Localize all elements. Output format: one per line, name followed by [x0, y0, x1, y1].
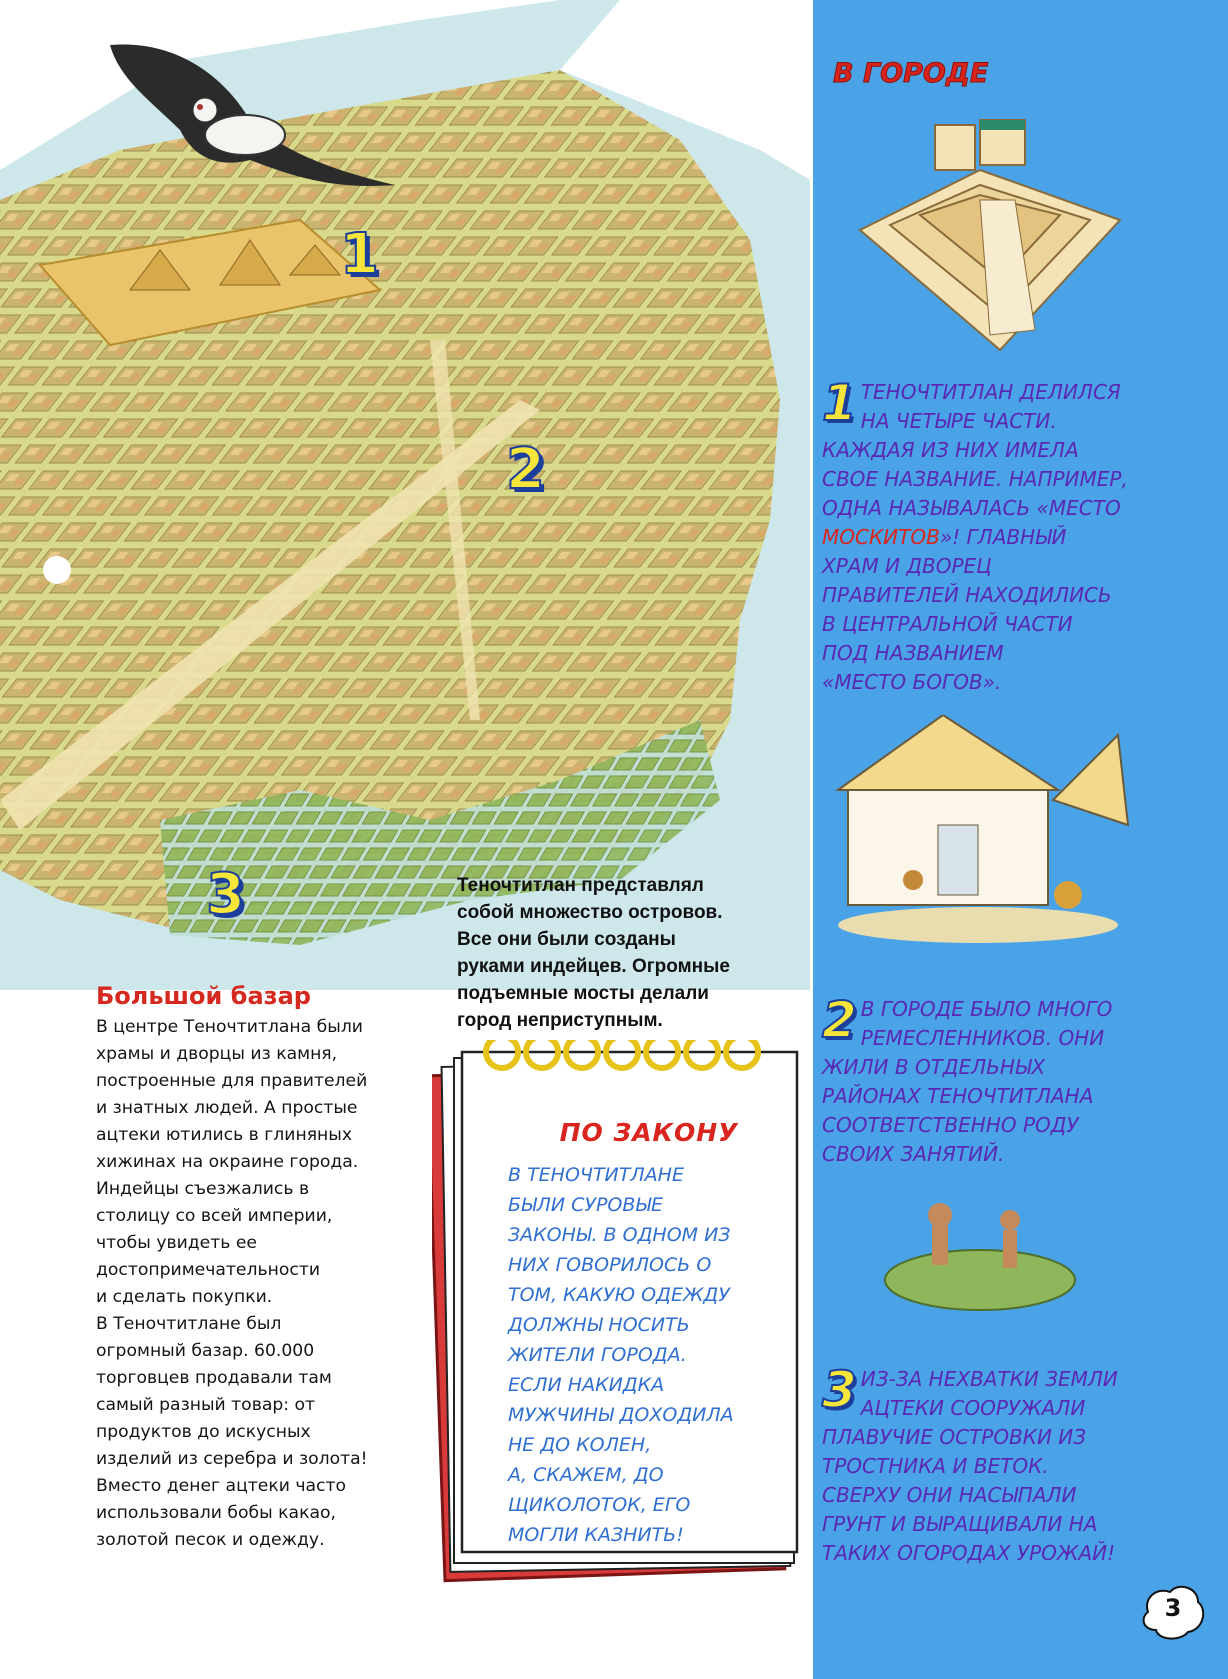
caption-line: подъемные мосты делали — [457, 983, 709, 1004]
blurb-line: ТАКИХ ОГОРОДАХ УРОЖАЙ! — [822, 1541, 1116, 1565]
law-line: МОГЛИ КАЗНИТЬ! — [508, 1524, 684, 1546]
blurb-line: ПОД НАЗВАНИЕМ — [822, 641, 1004, 665]
highlight-word: МОСКИТОВ — [822, 525, 940, 549]
info-blurb-3 — [822, 1361, 1172, 1568]
law-heading: ПО ЗАКОНУ — [559, 1118, 739, 1147]
bazar-line: храмы и дворцы из камня, — [96, 1044, 338, 1064]
bazar-line: и сделать покупки. — [96, 1287, 273, 1307]
blurb-line: СВОЕ НАЗВАНИЕ. НАПРИМЕР, — [822, 467, 1128, 491]
map-marker-2: 2 — [506, 437, 545, 502]
blurb-line-mixed — [822, 523, 1172, 552]
caption-line: город неприступным. — [457, 1010, 663, 1031]
bazar-heading: Большой базар — [96, 982, 311, 1010]
blurb-line: ЖИЛИ В ОТДЕЛЬНЫХ — [822, 1055, 1046, 1079]
law-line: ТОМ, КАКУЮ ОДЕЖДУ — [508, 1284, 730, 1306]
bazar-line: достопримечательности — [96, 1260, 321, 1280]
law-line: МУЖЧИНЫ ДОХОДИЛА — [508, 1404, 734, 1426]
bazar-line: хижинах на окраине города. — [96, 1152, 359, 1172]
bazar-line: Вместо денег ацтеки часто — [96, 1476, 347, 1496]
caption-line: Теночтитлан представлял — [457, 875, 704, 896]
blurb-line: ПРАВИТЕЛЕЙ НАХОДИЛИСЬ — [822, 583, 1112, 607]
blurb-line: РАЙОНАХ ТЕНОЧТИТЛАНА — [822, 1084, 1094, 1108]
floating-garden-illustration — [880, 1180, 1080, 1320]
bazar-line: Индейцы съезжались в — [96, 1179, 310, 1199]
page-number: 3 — [1164, 1594, 1182, 1622]
bazar-line: и знатных людей. А простые — [96, 1098, 358, 1118]
law-line: НИХ ГОВОРИЛОСЬ О — [508, 1254, 712, 1276]
info-blurb-2 — [822, 991, 1172, 1169]
pyramid-illustration — [840, 110, 1130, 360]
bazar-line: В центре Теночтитлана были — [96, 1017, 363, 1037]
bazar-line: самый разный товар: от — [96, 1395, 316, 1415]
law-line: ЗАКОНЫ. В ОДНОМ ИЗ — [508, 1224, 731, 1246]
blurb-line: НА ЧЕТЫРЕ ЧАСТИ. — [860, 409, 1057, 433]
blurb-line: ОДНА НАЗЫВАЛАСЬ «МЕСТО — [822, 496, 1121, 520]
blurb-number: 3 — [822, 1361, 857, 1419]
blurb-line: КАЖДАЯ ИЗ НИХ ИМЕЛА — [822, 438, 1079, 462]
map-marker-3: 3 — [206, 862, 245, 927]
law-line: ЩИКОЛОТОК, ЕГО — [508, 1494, 691, 1516]
blurb-line: ХРАМ И ДВОРЕЦ — [822, 554, 992, 578]
blurb-line: РЕМЕСЛЕННИКОВ. ОНИ — [860, 1026, 1105, 1050]
law-line: ЖИТЕЛИ ГОРОДА. — [508, 1344, 687, 1366]
bazar-line: торговцев продавали там — [96, 1368, 332, 1388]
blurb-line: АЦТЕКИ СООРУЖАЛИ — [860, 1396, 1086, 1420]
bazar-line: чтобы увидеть ее — [96, 1233, 257, 1253]
bazar-line: ацтеки ютились в глиняных — [96, 1125, 353, 1145]
islands-caption — [457, 872, 797, 1034]
blurb-line: В ЦЕНТРАЛЬНОЙ ЧАСТИ — [822, 612, 1073, 636]
city-illustration — [0, 0, 810, 990]
blurb-number: 2 — [822, 991, 857, 1049]
blurb-line: «МЕСТО БОГОВ». — [822, 670, 1002, 694]
info-blurb-1 — [822, 374, 1172, 697]
blurb-fragment: »! ГЛАВНЫЙ — [939, 525, 1067, 549]
blurb-line: В ГОРОДЕ БЫЛО МНОГО — [860, 997, 1113, 1021]
blurb-line: ГРУНТ И ВЫРАЩИВАЛИ НА — [822, 1512, 1098, 1536]
law-line: БЫЛИ СУРОВЫЕ — [508, 1194, 663, 1216]
law-line: В ТЕНОЧТИТЛАНЕ — [508, 1164, 684, 1186]
law-text — [508, 1160, 788, 1550]
bazar-line: столицу со всей империи, — [96, 1206, 333, 1226]
blurb-line: ПЛАВУЧИЕ ОСТРОВКИ ИЗ — [822, 1425, 1087, 1449]
law-line: А, СКАЖЕМ, ДО — [508, 1464, 664, 1486]
blurb-number: 1 — [822, 374, 857, 432]
caption-line: собой множество островов. — [457, 902, 723, 923]
artisan-house-illustration — [828, 715, 1138, 950]
blurb-line: СООТВЕТСТВЕННО РОДУ — [822, 1113, 1079, 1137]
blurb-line: СВЕРХУ ОНИ НАСЫПАЛИ — [822, 1483, 1077, 1507]
caption-line: Все они были созданы — [457, 929, 676, 950]
caption-line: руками индейцев. Огромные — [457, 956, 730, 977]
blurb-line: ИЗ-ЗА НЕХВАТКИ ЗЕМЛИ — [860, 1367, 1118, 1391]
blurb-line: СВОИХ ЗАНЯТИЙ. — [822, 1142, 1005, 1166]
bazar-line: использовали бобы какао, — [96, 1503, 336, 1523]
panel-title: В ГОРОДЕ — [833, 58, 989, 89]
bazar-line: золотой песок и одежду. — [96, 1530, 325, 1550]
bazar-line: изделий из серебра и золота! — [96, 1449, 368, 1469]
map-marker-1: 1 — [340, 222, 379, 287]
bazar-line: построенные для правителей — [96, 1071, 368, 1091]
law-line: ЕСЛИ НАКИДКА — [508, 1374, 665, 1396]
law-line: ДОЛЖНЫ НОСИТЬ — [508, 1314, 690, 1336]
blurb-line: ТРОСТНИКА И ВЕТОК. — [822, 1454, 1049, 1478]
bazar-line: продуктов до искусных — [96, 1422, 311, 1442]
bazar-line: В Теночтитлане был — [96, 1314, 282, 1334]
bazar-text — [96, 1014, 426, 1554]
bazar-line: огромный базар. 60.000 — [96, 1341, 315, 1361]
blurb-line: ТЕНОЧТИТЛАН ДЕЛИЛСЯ — [860, 380, 1121, 404]
law-line: НЕ ДО КОЛЕН, — [508, 1434, 652, 1456]
